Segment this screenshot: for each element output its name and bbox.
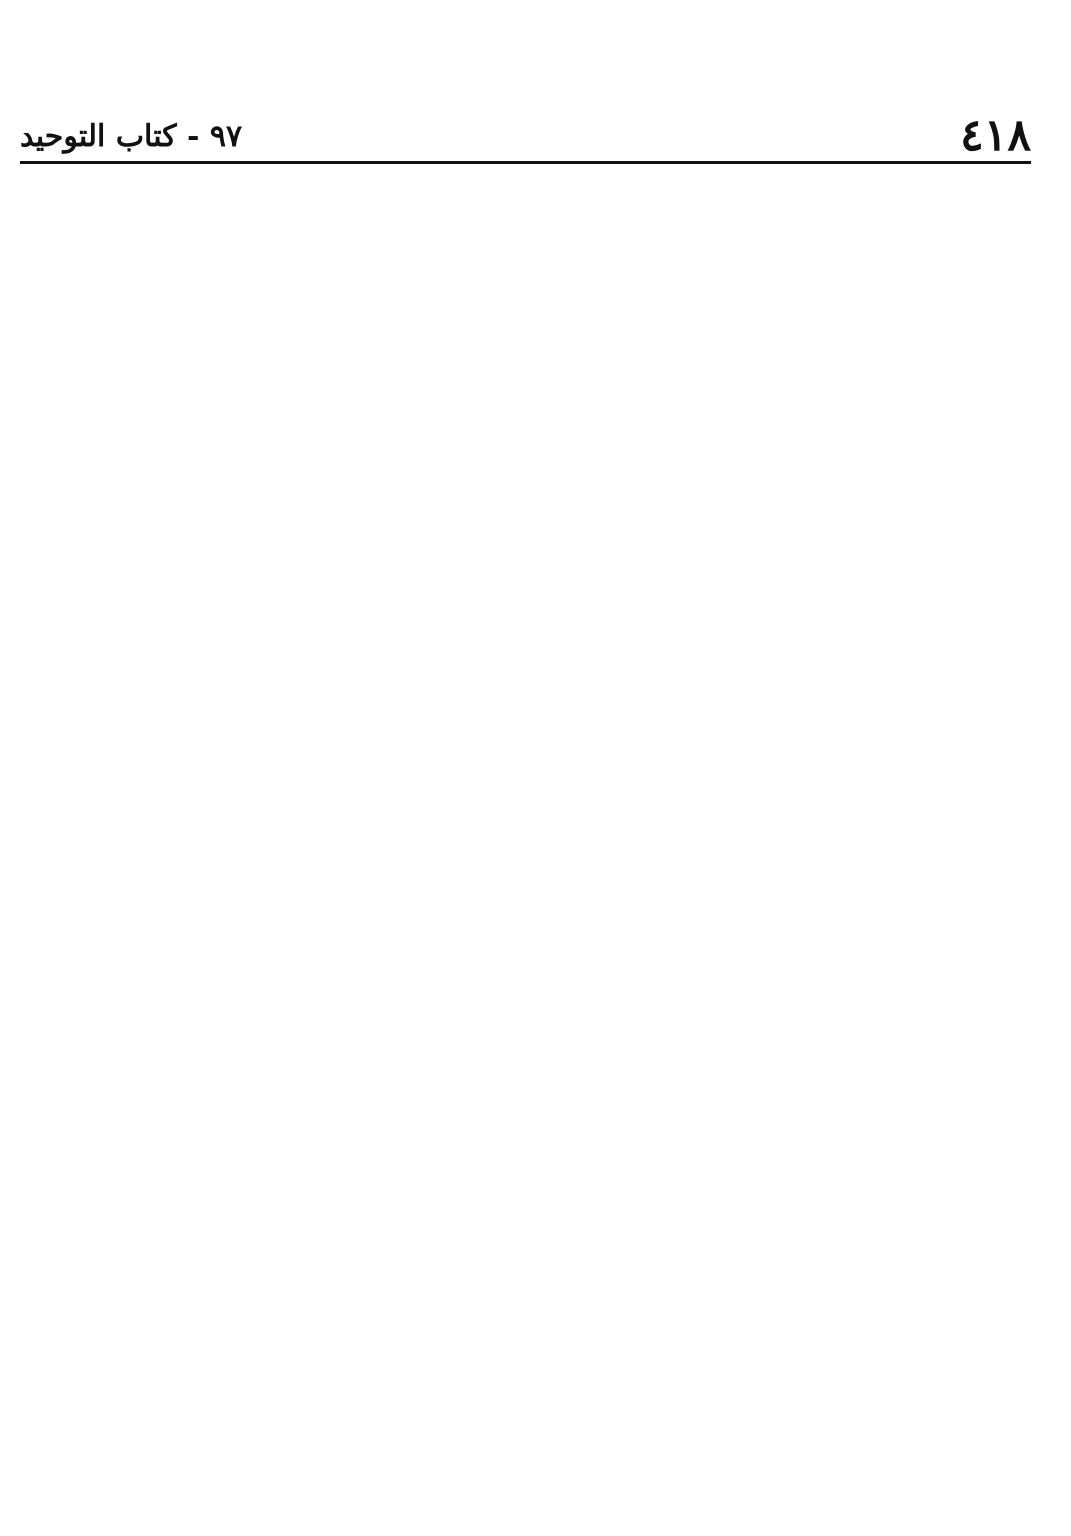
text-body xyxy=(30,170,1031,1476)
page-number: ٤١٨ xyxy=(960,110,1031,161)
header-rule xyxy=(20,161,1031,164)
running-title: ٩٧ - كتاب التوحيد xyxy=(20,119,243,154)
page-header xyxy=(20,100,1031,161)
